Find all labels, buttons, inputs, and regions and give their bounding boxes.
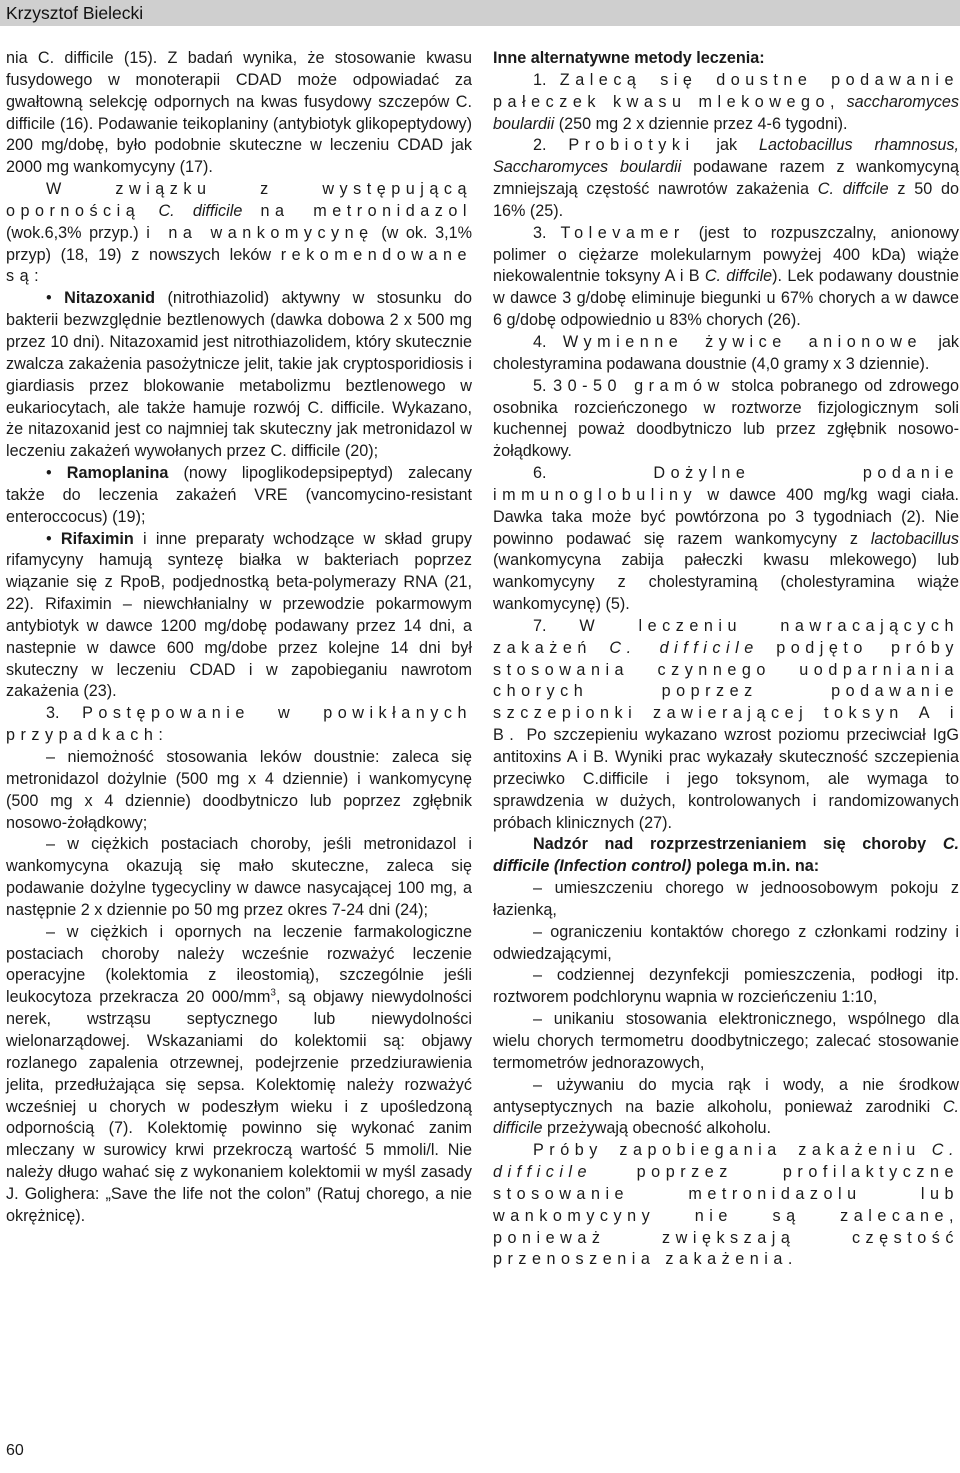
dash-item: – w ciężkich postaciach choroby, jeśli metronidazol i wankomycyna okazują się mało skuteczne, zaleca się podawanie dożylne tygecycliny w dawce nasycającej 100 mg, a następnie 2 x dziennie po 50 mg przez okres 7-24 dni (24);: [6, 835, 472, 919]
paragraph-resistance: W związku z występującą opornością C. difficile na metronidazol (wok.6,3% przyp.) i na wankomycynę (w ok. 3,1% przyp) (18, 19) z nowszych leków rekomendowane są:: [6, 180, 472, 286]
bullet-rifaximin: • Rifaximin i inne preparaty wchodzące w skład grupy rifamycyny hamują syntezę białka w bakteriach poprzez wiązanie się z RpoB, podjednostką beta-polymerazy RNA (21, 22). Rifaximin – niewchłanialny w przewodzie pokarmowym antybiotyk w dawce 1200 mg/dobę podawany przez 14 dni, a nastepnie w dawce 600 mg/dobe przez kolejne 14 dni był skuteczny w leczeniu CDAD i w zapobieganiu nawrotom zakażenia (23).: [6, 529, 473, 701]
bullet-nitazoxanid: • Nitazoxanid (nitrothiazolid) aktywny w stosunku do bakterii bezwzględnie beztlenowych (dawka dobowa 2 x 500 mg przez 10 dni). Nitazoxamid jest nitrothiazolidem, który skutecznie zwalcza zakażenia pasożytnicze jelit, takie jak cryptosporidiosis i giardiasis przez blokowanie metabolizmu beztlenowego w eukariocytach, ale także hamuje rozwój C. difficile. Wykazano, że nitazoxanid jest co najmniej tak skuteczny jak metronidazol w leczeniu zakażeń wywołanych przez C. difficile (20);: [6, 289, 473, 461]
running-header: [0, 0, 960, 26]
page-number: 60: [6, 1442, 24, 1459]
section-heading: Inne alternatywne metody leczenia:: [493, 49, 765, 67]
left-column: [6, 48, 472, 1228]
dash-item: – ograniczeniu kontaktów chorego z członkami rodziny i odwiedzającymi,: [493, 922, 959, 963]
infection-control-heading: Nadzór nad rozprzestrzenianiem się choroby C. difficile (Infection control) polega m.in. na:: [493, 835, 960, 876]
dash-item: – unikaniu stosowania elektronicznego, wspólnego dla wielu chorych termometru doodbytniczego; zalecać stosowanie termometrów jednorazowych,: [493, 1010, 959, 1072]
method-item-2: 2. Probiotyki jak Lactobacillus rhamnosus, Saccharomyces boulardii podawane razem z wankomycyną zmniejszają częstość nawrotów zakażenia C. diffcile z 50 do 16% (25).: [493, 136, 960, 220]
method-item-5: 5. 30-50 gramów stolca pobranego od zdrowego osobnika rozcieńczonego w roztworze fizjologicznym soli kuchennej poważ doodbytniczo lub przez zgłębnik nosowo-żołądkowy.: [493, 376, 960, 461]
dash-item: – niemożność stosowania leków doustnie: zaleca się metronidazol dożylnie (500 mg x 4 dziennie) i wankomycynę (500 mg x 4 dziennie) doodbytniczo lub poprzez zgłębnik nosowo-żołądkowy;: [6, 748, 472, 832]
dash-item: – codziennej dezynfekcji pomieszczenia, podłogi itp. roztworem podchlorynu wapnia w rozcieńczeniu 1:10,: [493, 966, 959, 1007]
paragraph: nia C. difficile (15). Z badań wynika, że stosowanie kwasu fusydowego w monoterapii CDAD może odpowiadać za gwałtowną selekcję odpornych na kwas fusydowy szczepów C. difficile (16). Podawanie teikoplaniny (antybiotyk glikopeptydowy) 200 mg/dobę, było podobnie skuteczne w leczeniu CDAD jak 2000 mg wankomycyny (17).: [6, 49, 472, 177]
method-item-3: 3. Tolevamer (jest to rozpuszczalny, anionowy polimer o ciężarze molekularnym powyżej 400 kDa) wiąże niekowalentnie toksyny A i B C. diffcile). Lek podawany doustnie w dawce 3 g/dobę eliminuje biegunki u 67% chorych a w dawce 6 g/dobę odpowiednio u 83% chorych (26).: [493, 223, 960, 330]
header-author: Krzysztof Bielecki: [6, 3, 144, 23]
method-item-7: 7. W leczeniu nawracających zakażeń C. difficile podjęto próby stosowania czynnego uodparniania chorych poprzez podawanie szczepionki zawierającej toksyn A i B. Po szczepieniu wykazano wzrost poziomu przeciwciał IgG antitoxins A i B. Wyniki prac wykazały skuteczność szczepienia przeciwko C.difficile i jego toksynom, ale wymaga to sprawdzenia w dużych, kontrolowanych i randomizowanych próbach klinicznych (27).: [493, 616, 960, 832]
dash-item: – używaniu do mycia rąk i wody, a nie środkow antyseptycznych na bazie alkoholu, ponieważ zarodniki C. difficile przeżywają obecność alkoholu.: [493, 1075, 959, 1138]
right-column: [493, 48, 959, 1271]
dash-item: – w ciężkich i opornych na leczenie farmakologiczne postaciach choroby należy wcześnie rozważyć leczenie operacyjne (kolektomia z ileostomią), szczególnie jeśli leukocytoza przekracza 20 $000/mm^3$, są objawy niewydolności nerek, wstrząsu septycznego lub niewydolności wielonarządowej. Wskazaniami do kolektomii są: objawy rozlanego zapalenia otrzewnej, podejrzenie przedziurawienia jelita, przedłużająca się sepsa. Kolektomię należy rozważyć wcześniej u chorych w podeszłym wieku i z upośledzoną odpornością (7). Kolektomię powinno się wykonać zanim mleczany w surowicy krwi przekroczą wartość 5 mmoli/l. Nie należy długo wahać się z wykonaniem kolektomii w myśl zasady J. Golighera: „Save the life not the colon” (Ratuj chorego, a nie okrężnicę).: [6, 922, 472, 1225]
method-item-4: 4. Wymienne żywice anionowe jak cholestyramina podawana doustnie (4,0 gramy x 3 dziennie).: [493, 332, 960, 373]
dash-item: – umieszczeniu chorego w jednoosobowym pokoju z łazienką,: [493, 879, 959, 919]
section-3-heading: 3. Postępowanie w powikłanych przypadkach:: [6, 704, 473, 745]
method-item-1: 1. Zalecą się doustne podawanie pałeczek kwasu mlekowego, saccharomyces boulardii (250 mg 2 x dziennie przez 4-6 tygodni).: [493, 70, 960, 133]
bullet-ramoplanina: • Ramoplanina (nowy lipoglikodepsipeptyd) zalecany także do leczenia zakażeń VRE (vancomycino-resistant enteroccocus) (19);: [6, 464, 472, 526]
closing-paragraph: Próby zapobiegania zakażeniu C. difficile poprzez profilaktyczne stosowanie metronidazolu lub wankomycyny nie są zalecane, ponieważ zwiększają częstość przenoszenia zakażenia.: [493, 1141, 960, 1269]
method-item-6: 6. Dożylne podanie immunoglobuliny w dawce 400 mg/kg wagi ciała. Dawka taka może być powtórzona po 3 tygodniach (2). Nie powinno podawać się razem wankomycyny z lactobacillus (wankomycyna zabija pałeczki kwasu mlekowego) lub wankomycyny z cholestyraminą (cholestyramina wiąże wankomycynę) (5).: [493, 464, 960, 614]
